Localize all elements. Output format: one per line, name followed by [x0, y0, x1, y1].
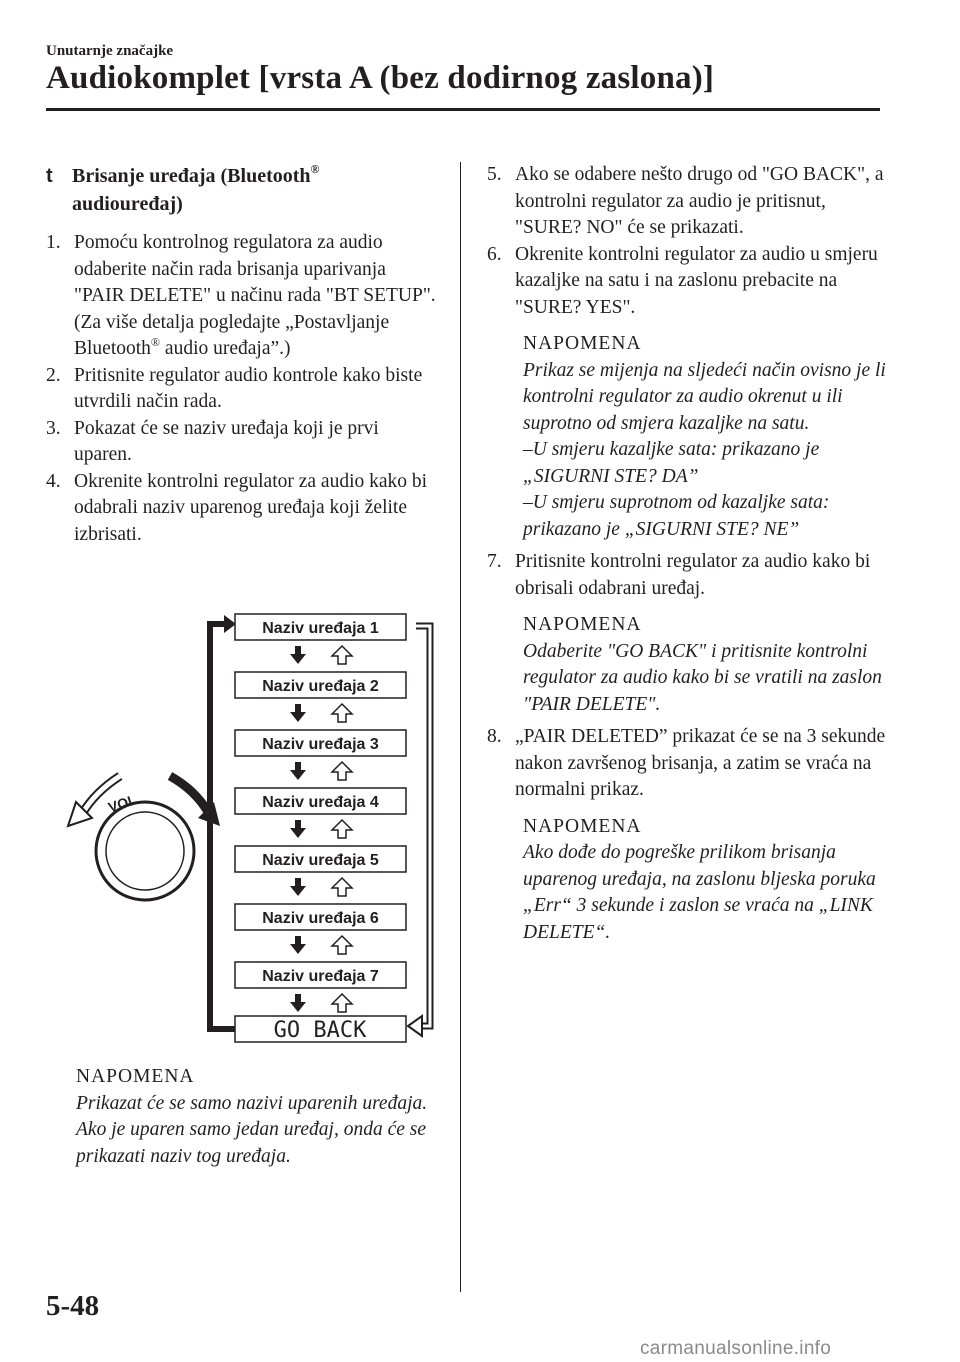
step-text: Pokazat će se naziv uređaja koji je prvi uparen.	[74, 417, 379, 465]
up-arrow-icon	[332, 820, 352, 838]
step-text: Pritisnite kontrolni regulator za audio kako bi obrisali odabrani uređaj.	[515, 551, 871, 599]
up-arrow-icon	[332, 646, 352, 664]
left-column	[46, 162, 438, 548]
up-arrow-icon	[332, 878, 352, 896]
step-4	[46, 469, 438, 549]
down-arrow-icon	[290, 820, 306, 838]
loop-arrow-icon	[224, 615, 236, 633]
step-7	[487, 549, 887, 602]
step-number: 7.	[487, 551, 502, 572]
title-rule	[46, 108, 880, 111]
step-number: 1.	[46, 232, 61, 253]
note-text-cw: –U smjeru kazaljke sata: prikazano je „SIGURNI STE? DA”	[523, 439, 820, 487]
device-name-label: Naziv uređaja 4	[262, 794, 379, 811]
heading-registered: ®	[310, 162, 320, 177]
loop-line-right	[416, 626, 430, 1026]
step-arrows	[290, 646, 352, 1012]
step-text-after: audio uređaja”.)	[160, 338, 291, 359]
note-1	[487, 331, 887, 543]
note-text: Odaberite "GO BACK" i pritisnite kontrolni regulator za audio kako bi se vratili na zaslon "PAIR DELETE".	[523, 640, 882, 715]
step-text: Okrenite kontrolni regulator za audio u smjeru kazaljke na satu i na zaslonu prebacite na "SURE? YES".	[515, 243, 878, 318]
down-arrow-icon	[290, 994, 306, 1012]
down-arrow-icon	[290, 878, 306, 896]
step-number: 6.	[487, 243, 502, 265]
step-number: 8.	[487, 726, 502, 747]
heading-bullet: t	[46, 165, 53, 187]
vol-label: VOL	[106, 791, 139, 816]
column-divider	[460, 162, 461, 1292]
device-name-label: Naziv uređaja 3	[262, 736, 379, 753]
heading-line2: audiouređaj)	[72, 193, 183, 215]
device-name-label: Naziv uređaja 6	[262, 910, 379, 927]
left-note	[76, 1064, 436, 1170]
step-number: 5.	[487, 164, 502, 185]
device-name-label: Naziv uređaja 7	[262, 968, 379, 985]
vol-knob-inner	[106, 812, 184, 890]
loop-return-arrow-icon	[408, 1016, 422, 1036]
note-title: NAPOMENA	[523, 333, 642, 354]
note-text: Prikazat će se samo nazivi uparenih uređaja. Ako je uparen samo jedan uređaj, onda će se prikazati naziv tog uređaja.	[76, 1092, 428, 1167]
right-column	[487, 162, 887, 952]
up-arrow-icon	[332, 936, 352, 954]
section-label: Unutarnje značajke	[46, 43, 174, 59]
down-arrow-icon	[290, 762, 306, 780]
up-arrow-icon	[332, 994, 352, 1012]
watermark: carmanualsonline.info	[640, 1338, 832, 1359]
step-6	[487, 242, 887, 322]
step-text: Pomoću kontrolnog regulatora za audio odaberite način rada brisanja uparivanja "PAIR DELETE" u načinu rada "BT SETUP". (Za više detalja pogledajte „Postavljanje Bluetooth	[74, 232, 436, 359]
step-number: 4.	[46, 470, 61, 492]
step-5	[487, 162, 887, 242]
page-title: Audiokomplet [vrsta A (bez dodirnog zaslona)]	[46, 60, 715, 96]
down-arrow-icon	[290, 646, 306, 664]
device-list-diagram	[60, 604, 460, 1054]
device-name-label: Naziv uređaja 1	[262, 620, 379, 637]
note-title: NAPOMENA	[76, 1066, 195, 1087]
up-arrow-icon	[332, 704, 352, 722]
step-3	[46, 416, 438, 469]
note-3	[487, 814, 887, 947]
note-title: NAPOMENA	[523, 815, 642, 837]
page-number: 5-48	[46, 1290, 100, 1322]
note-title: NAPOMENA	[523, 614, 642, 635]
note-text: Prikaz se mijenja na sljedeći način ovisno je li kontrolni regulator za audio okrenut u ili suprotno od smjera kazaljke na satu.	[523, 359, 886, 434]
step-registered: ®	[150, 334, 161, 349]
note-2	[487, 612, 887, 718]
heading-line1: Brisanje uređaja (Bluetooth	[72, 165, 311, 187]
up-arrow-icon	[332, 762, 352, 780]
step-number: 2.	[46, 364, 61, 386]
cw-arrow-band	[170, 776, 208, 812]
step-1	[46, 230, 438, 363]
loop-line-left	[210, 624, 235, 1029]
device-name-label: Naziv uređaja 2	[262, 678, 379, 695]
device-boxes	[235, 614, 406, 988]
note-text: Ako dođe do pogreške prilikom brisanja uparenog uređaja, na zaslonu bljeska poruka „Err“ 3 sekunde i zaslon se vraća na „LINK DELETE“.	[523, 842, 876, 943]
vol-knob-outer	[96, 802, 194, 900]
step-text: Pritisnite regulator audio kontrole kako biste utvrdili način rada.	[74, 364, 423, 412]
diagram-svg	[60, 604, 460, 1054]
step-2	[46, 363, 438, 416]
step-8	[487, 724, 887, 804]
down-arrow-icon	[290, 936, 306, 954]
note-text-ccw: –U smjeru suprotnom od kazaljke sata: prikazano je „SIGURNI STE? NE”	[523, 492, 830, 540]
device-name-label: Naziv uređaja 5	[262, 852, 379, 869]
step-text: „PAIR DELETED” prikazat će se na 3 sekunde nakon završenog brisanja, a zatim se vraća na normalni prikaz.	[515, 726, 886, 800]
down-arrow-icon	[290, 704, 306, 722]
go-back-label: GO BACK	[273, 1018, 367, 1043]
step-number: 3.	[46, 417, 61, 439]
sub-heading	[46, 162, 438, 218]
step-text: Ako se odabere nešto drugo od "GO BACK", a kontrolni regulator za audio je pritisnut, "SURE? NO" će se prikazati.	[515, 164, 884, 238]
step-text: Okrenite kontrolni regulator za audio kako bi odabrali naziv uparenog uređaja koji želite izbrisati.	[74, 470, 428, 545]
